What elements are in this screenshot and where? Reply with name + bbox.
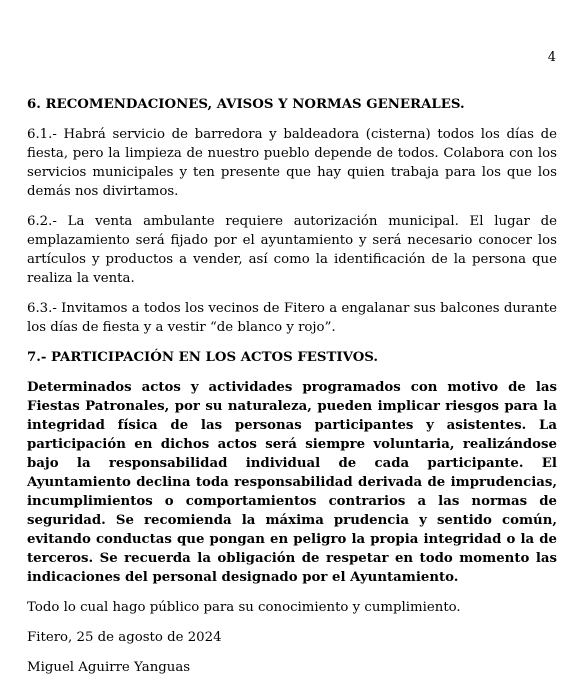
signatory-name: Miguel Aguirre Yanguas: [27, 660, 191, 675]
section-7-heading: 7.- PARTICIPACIÓN EN LOS ACTOS FESTIVOS.: [27, 350, 379, 365]
section-7-paragraph: Determinados actos y actividades programados con motivo de las Fiestas Patronales, por su naturaleza, pueden implicar riesgos para la integridad física de las personas participantes y asistentes. La participación en dichos actos será siempre voluntaria, realizándose bajo la responsabilidad individual de cada participante. El Ayuntamiento declina toda responsabilidad derivada de imprudencias, incumplimientos o comportamientos contrarios a las normas de seguridad. Se recomienda la máxima prudencia y sentido común, evitando conductas que pongan en peligro la propia integridad o la de terceros. Se recuerda la obligación de respetar en todo momento las indicaciones del personal designado por el Ayuntamiento.: [27, 380, 557, 585]
section-6-2-paragraph: 6.2.- La venta ambulante requiere autorización municipal. El lugar de emplazamiento será fijado por el ayuntamiento y será necesario conocer los artículos y productos a vender, así como la identificación de la persona que realiza la venta.: [27, 214, 557, 286]
place-date: Fitero, 25 de agosto de 2024: [27, 630, 222, 645]
document-body: [27, 95, 557, 688]
page-number: 4: [547, 50, 556, 65]
section-6-heading: 6. RECOMENDACIONES, AVISOS Y NORMAS GENERALES.: [27, 97, 465, 112]
section-6-1-paragraph: 6.1.- Habrá servicio de barredora y baldeadora (cisterna) todos los días de fiesta, pero la limpieza de nuestro pueblo depende de todos. Colabora con los servicios municipales y ten presente que hay quien trabaja para los que los demás nos divirtamos.: [27, 127, 557, 199]
section-6-3-paragraph: 6.3.- Invitamos a todos los vecinos de Fitero a engalanar sus balcones durante los días de fiesta y a vestir “de blanco y rojo”.: [27, 301, 557, 335]
closing-statement: Todo lo cual hago público para su conocimiento y cumplimiento.: [27, 600, 461, 615]
